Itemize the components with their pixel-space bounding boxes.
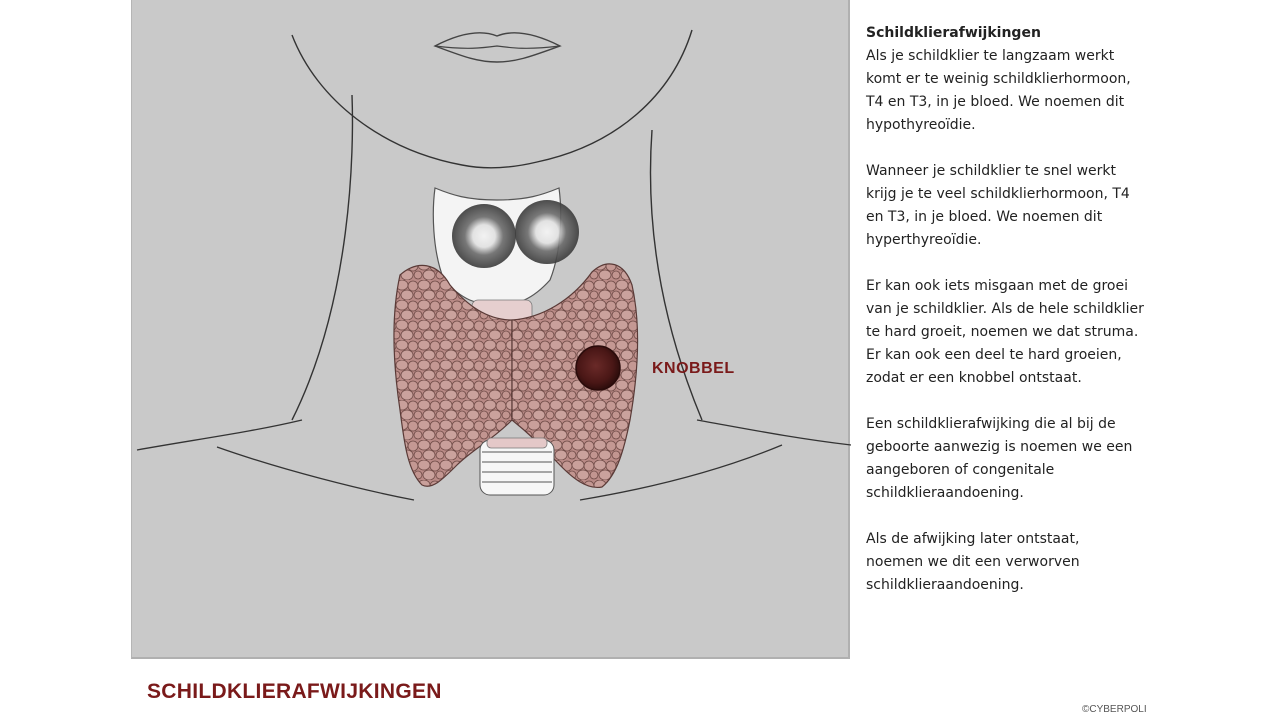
nodule-knobbel xyxy=(576,346,620,390)
paragraph-growth: Er kan ook iets misgaan met de groei van je schildklier. Als de hele schildklier te hard groeit, noemen we dat struma. Er kan ook een deel te hard groeien, zodat er een knobbel ontstaat. xyxy=(866,278,1144,386)
shoulder-line xyxy=(137,420,302,450)
larynx-shadow-right xyxy=(515,200,579,264)
neck-illustration-panel xyxy=(131,0,850,659)
neck-left xyxy=(292,95,352,420)
explanation-text-panel xyxy=(866,22,1156,620)
copyright-notice: ©CYBERPOLI xyxy=(1082,704,1147,715)
knobbel-label: KNOBBEL xyxy=(652,360,735,377)
collarbone-left xyxy=(217,447,414,500)
larynx-shadow-left xyxy=(452,204,516,268)
paragraph-hypothyroidism: Als je schildklier te langzaam werkt komt er te weinig schildklierhormoon, T4 en T3, in je bloed. We noemen dit hypothyreoïdie. xyxy=(866,48,1131,133)
panel-heading: Schildklierafwijkingen xyxy=(866,25,1041,41)
paragraph-hyperthyroidism: Wanneer je schildklier te snel werkt krijg je te veel schildklierhormoon, T4 en T3, in je bloed. We noemen dit hyperthyreoïdie. xyxy=(866,163,1130,248)
slide-title: SCHILDKLIERAFWIJKINGEN xyxy=(147,680,442,703)
paragraph-acquired: Als de afwijking later ontstaat, noemen we dit een verworven schildklieraandoening. xyxy=(866,531,1080,593)
paragraph-congenital: Een schildklierafwijking die al bij de geboorte aanwezig is noemen we een aangeboren of congenitale schildklieraandoening. xyxy=(866,416,1133,501)
thyroid-illustration xyxy=(132,0,851,659)
